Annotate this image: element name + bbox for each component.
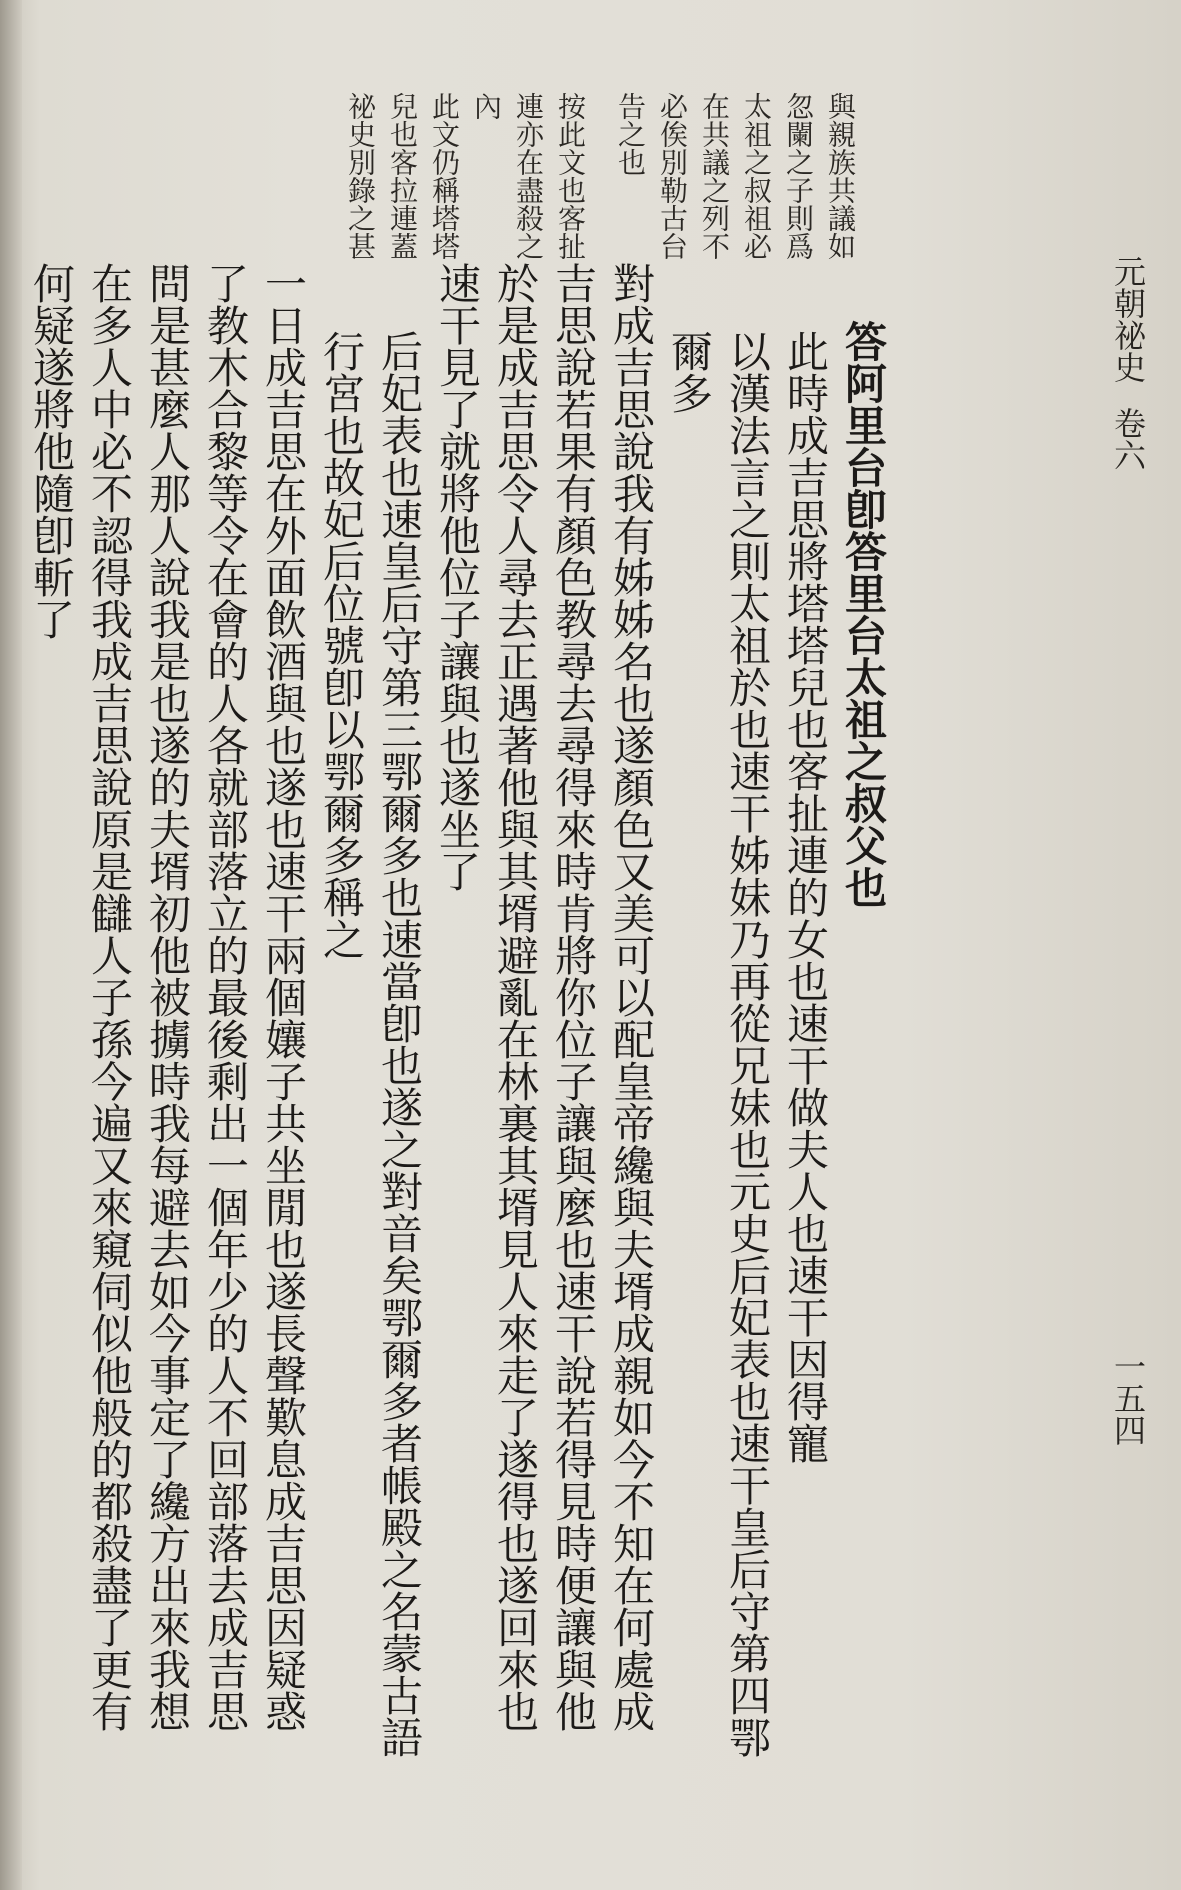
- text-column: 於是成吉思令人尋去正遇著他與其壻避亂在林裏其壻見人來走了遂得也遂回來也: [491, 262, 540, 1732]
- text-column: 以漢法言之則太祖於也速干姊妹乃再從兄妹也元史后妃表也速干皇后守第四鄂: [723, 330, 772, 1758]
- text-column: 一日成吉思在外面飲酒與也遂也速干兩個孃子共坐閒也遂長聲歎息成吉思因疑惑: [259, 262, 308, 1732]
- note-column: 必俟別勒古台: [656, 92, 689, 260]
- text-column: 行宮也故妃后位號卽以鄂爾多稱之: [317, 330, 366, 960]
- text-column: 后妃表也速皇后守第三鄂爾多也速當卽也遂之對音矣鄂爾多者帳殿之名蒙古語: [375, 330, 424, 1758]
- note-column: 兒也客拉連蓋: [386, 92, 419, 260]
- note-column: 告之也: [614, 92, 647, 176]
- note-column: 太祖之叔祖必: [740, 92, 773, 260]
- note-column: 在共議之列不: [698, 92, 731, 260]
- running-header: [1105, 255, 1151, 471]
- text-column: 在多人中必不認得我成吉思說原是讎人子孫今遍又來窺伺似他般的都殺盡了更有: [85, 262, 134, 1732]
- text-column: 對成吉思說我有姊姊名也遂顏色又美可以配皇帝纔與夫壻成親如今不知在何處成: [607, 262, 656, 1732]
- text-column: 爾多: [665, 330, 714, 414]
- text-column: 答阿里台卽答里台太祖之叔父也: [839, 320, 888, 908]
- note-column: 連亦在盡殺之: [512, 92, 545, 260]
- text-column: 何疑遂將他隨卽斬了: [27, 262, 76, 640]
- page-gutter: [0, 0, 22, 1890]
- text-column: 了教木合黎等令在會的人各就部落立的最後剩出一個年少的人不回部落去成吉思: [201, 262, 250, 1732]
- note-column: 內: [470, 92, 503, 120]
- text-column: 問是甚麼人那人說我是也遂的夫壻初他被擄時我每避去如今事定了纔方出來我想: [143, 262, 192, 1732]
- text-column: 吉思說若果有顏色教尋去尋得來時肯將你位子讓與麼也速干說若得見時便讓與他: [549, 262, 598, 1732]
- book-title: 元朝祕史: [1109, 255, 1147, 383]
- text-column: 速干見了就將他位子讓與也遂坐了: [433, 262, 482, 892]
- note-column: 祕史別錄之甚: [344, 92, 377, 260]
- note-column: 按此文也客扯: [554, 92, 587, 260]
- page-number: 一五四: [1109, 1350, 1147, 1446]
- text-column: 此時成吉思將塔塔兒也客扯連的女也速干做夫人也速干因得寵: [781, 330, 830, 1464]
- note-column: 此文仍稱塔塔: [428, 92, 461, 260]
- volume-label: 卷六: [1109, 407, 1147, 471]
- note-column: 與親族共議如: [824, 92, 857, 260]
- note-column: 忽闌之子則爲: [782, 92, 815, 260]
